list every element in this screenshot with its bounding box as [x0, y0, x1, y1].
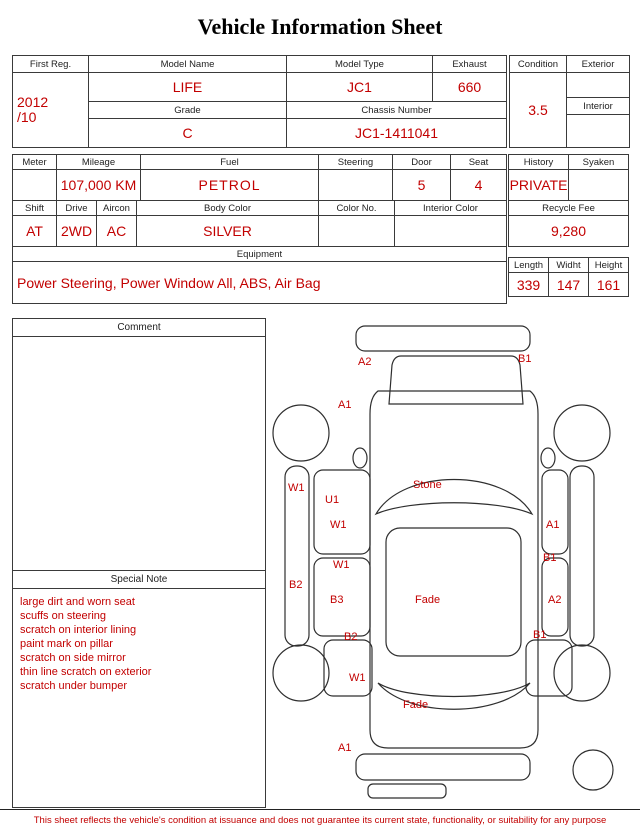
- model-name-value: LIFE: [89, 73, 287, 102]
- body-color-value: SILVER: [137, 216, 319, 247]
- special-notes-list: [13, 589, 265, 807]
- specs-table-1: [12, 154, 507, 201]
- seat-value: 4: [451, 170, 507, 201]
- equipment-label: Equipment: [13, 247, 507, 262]
- panel-label: A2: [548, 594, 562, 606]
- hood-shape: [389, 356, 523, 404]
- panel-label: B2: [289, 579, 303, 591]
- panel-label: W1: [330, 519, 347, 531]
- roof-shape: [386, 528, 521, 656]
- exhaust-label: Exhaust: [433, 56, 507, 73]
- model-type-value: JC1: [287, 73, 433, 102]
- model-name-label: Model Name: [89, 56, 287, 73]
- rear-left-wheel: [273, 645, 329, 701]
- comment-box: [12, 318, 266, 808]
- car-diagram-area: [268, 318, 628, 808]
- front-left-wheel: [273, 405, 329, 461]
- panel-label: A1: [338, 742, 352, 754]
- panel-label: A2: [358, 356, 372, 368]
- left-mirror-shape: [353, 448, 367, 468]
- fuel-label: Fuel: [141, 155, 319, 170]
- first-reg-year: 2012: [17, 93, 49, 110]
- drive-value: 2WD: [57, 216, 97, 247]
- equipment-value: Power Steering, Power Window All, ABS, Air Bag: [13, 262, 507, 304]
- special-note-item: scratch under bumper: [20, 680, 127, 693]
- rear-bumper-shape: [356, 754, 530, 780]
- chassis-number-value: JC1-1411041: [287, 119, 507, 148]
- first-reg-value: [13, 73, 89, 148]
- grade-label: Grade: [89, 102, 287, 119]
- door-value: 5: [393, 170, 451, 201]
- panel-label: W1: [288, 482, 305, 494]
- special-note-item: scuffs on steering: [20, 610, 107, 623]
- registration-section: [12, 55, 628, 148]
- spare-wheel: [573, 750, 613, 790]
- comment-label: Comment: [13, 319, 265, 337]
- right-mirror-shape: [541, 448, 555, 468]
- page-title: Vehicle Information Sheet: [197, 14, 443, 39]
- meter-label: Meter: [13, 155, 57, 170]
- model-type-label: Model Type: [287, 56, 433, 73]
- lower-section: [12, 318, 628, 808]
- history-value: PRIVATE: [509, 170, 569, 201]
- aircon-label: Aircon: [97, 201, 137, 216]
- color-no-value: [319, 216, 395, 247]
- syaken-label: Syaken: [569, 155, 629, 170]
- special-note-item: thin line scratch on exterior: [20, 666, 152, 679]
- mileage-label: Mileage: [57, 155, 141, 170]
- history-table: [508, 154, 629, 201]
- body-color-label: Body Color: [137, 201, 319, 216]
- aircon-value: AC: [97, 216, 137, 247]
- height-label: Height: [589, 258, 629, 273]
- first-reg-label: First Reg.: [13, 56, 89, 73]
- panel-label: Stone: [413, 479, 442, 491]
- body-outline-shape: [370, 391, 538, 748]
- rear-right-wheel: [554, 645, 610, 701]
- fuel-value: PETROL: [141, 170, 319, 201]
- condition-score: 3.5: [510, 73, 567, 148]
- panel-label: Fade: [403, 699, 429, 711]
- length-label: Length: [509, 258, 549, 273]
- equipment-table: [12, 246, 507, 304]
- exterior-label: Exterior: [567, 56, 630, 73]
- panel-label: W1: [349, 672, 366, 684]
- length-value: 339: [509, 273, 549, 297]
- special-note-item: scratch on interior lining: [20, 624, 137, 637]
- panel-label: B2: [344, 631, 358, 643]
- shift-value: AT: [13, 216, 57, 247]
- history-stack: [508, 154, 628, 304]
- meter-value: [13, 170, 57, 201]
- dimensions-table: [508, 257, 629, 297]
- exhaust-value: 660: [433, 73, 507, 102]
- disclaimer-text: This sheet reflects the vehicle's condition at issuance and does not guarantee its current state, functionality, or suitability for any purpose: [0, 809, 640, 835]
- mileage-value: 107,000 KM: [57, 170, 141, 201]
- exterior-value: [567, 73, 630, 98]
- recycle-fee-table: [508, 200, 629, 247]
- width-value: 147: [549, 273, 589, 297]
- interior-value: [567, 115, 630, 148]
- panel-label: B1: [543, 552, 557, 564]
- chassis-number-label: Chassis Number: [287, 102, 507, 119]
- panel-label: B1: [518, 353, 532, 365]
- interior-label: Interior: [567, 98, 630, 115]
- specs-section: [12, 154, 628, 304]
- car-condition-diagram: [268, 318, 628, 806]
- interior-color-value: [395, 216, 507, 247]
- panel-label: U1: [325, 494, 340, 506]
- drive-label: Drive: [57, 201, 97, 216]
- recycle-fee-label: Recycle Fee: [509, 201, 629, 216]
- door-label: Door: [393, 155, 451, 170]
- steering-value: [319, 170, 393, 201]
- front-bumper-shape: [356, 326, 530, 351]
- special-note-item: paint mark on pillar: [20, 638, 113, 651]
- panel-label: B1: [533, 629, 547, 641]
- panel-label: A1: [338, 399, 352, 411]
- comment-empty-area: [13, 337, 265, 570]
- recycle-fee-value: 9,280: [509, 216, 629, 247]
- shift-label: Shift: [13, 201, 57, 216]
- windshield-shape: [376, 480, 532, 515]
- seat-label: Seat: [451, 155, 507, 170]
- special-note-item: large dirt and worn seat: [20, 596, 135, 608]
- front-right-wheel: [554, 405, 610, 461]
- interior-color-label: Interior Color: [395, 201, 507, 216]
- steering-label: Steering: [319, 155, 393, 170]
- height-value: 161: [589, 273, 629, 297]
- color-no-label: Color No.: [319, 201, 395, 216]
- grade-value: C: [89, 119, 287, 148]
- panel-label: Fade: [415, 594, 441, 606]
- panel-label: W1: [333, 559, 350, 571]
- rear-window-shape: [378, 683, 530, 709]
- license-plate-shape: [368, 784, 446, 798]
- specs-stack: [12, 154, 506, 304]
- special-note-item: scratch on side mirror: [20, 652, 126, 665]
- right-front-door-panel: [542, 470, 568, 554]
- first-reg-month: /10: [17, 109, 37, 125]
- left-quarter-panel: [324, 640, 372, 696]
- registration-table: [12, 55, 507, 148]
- right-rocker-panel: [570, 466, 594, 646]
- width-label: Widht: [549, 258, 589, 273]
- history-label: History: [509, 155, 569, 170]
- specs-table-2: [12, 200, 507, 247]
- special-note-label: Special Note: [13, 570, 265, 589]
- panel-label: A1: [546, 519, 560, 531]
- right-quarter-panel: [526, 640, 572, 696]
- panel-label: B3: [330, 594, 344, 606]
- left-front-door-panel: [314, 470, 370, 554]
- condition-table: [509, 55, 630, 148]
- condition-label: Condition: [510, 56, 567, 73]
- syaken-value: [569, 170, 629, 201]
